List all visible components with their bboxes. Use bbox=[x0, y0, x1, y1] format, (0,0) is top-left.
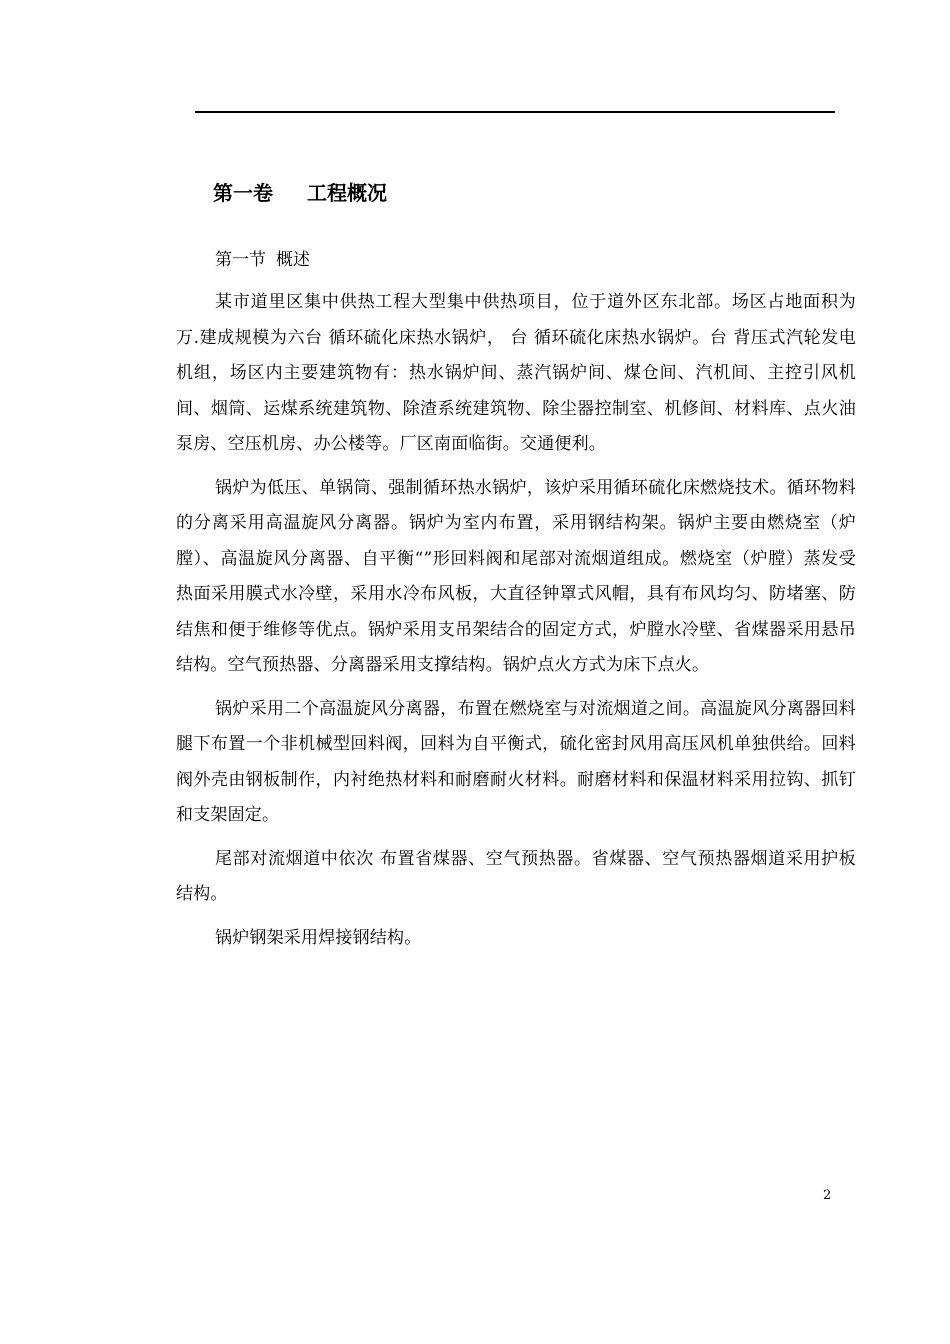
volume-title-text: 工程概况 bbox=[307, 181, 387, 205]
body-text bbox=[176, 285, 856, 964]
paragraph-tail-flue: 尾部对流烟道中依次 布置省煤器、空气预热器。省煤器、空气预热器烟道采用护板结构。 bbox=[176, 848, 856, 904]
volume-label: 第一卷 bbox=[213, 181, 273, 205]
paragraph-steel-frame: 锅炉钢架采用焊接钢结构。 bbox=[215, 927, 422, 948]
section-title-text: 概述 bbox=[276, 250, 310, 270]
paragraph-boiler-description: 锅炉为低压、单锅筒、强制循环热水锅炉，该炉采用循环硫化床燃烧技术。循环物料的分离采用高温旋风分离器。锅炉为室内布置，采用钢结构架。锅炉主要由燃烧室（炉膛）、高温旋风分离器、自平衡“”形回料阀和尾部对流烟道组成。燃烧室（炉膛）蒸发受热面采用膜式水冷壁，采用水冷布风板，大直径钟罩式风帽，具有布风均匀、防堵塞、防结焦和便于维修等优点。锅炉采用支吊架结合的固定方式，炉膛水冷壁、省煤器采用悬吊结构。空气预热器、分离器采用支撑结构。锅炉点火方式为床下点火。 bbox=[176, 477, 856, 675]
volume-title bbox=[213, 177, 387, 209]
paragraph-project-overview: 某市道里区集中供热工程大型集中供热项目，位于道外区东北部。场区占地面积为 万.建成规模为六台 循环硫化床热水锅炉， 台 循环硫化床热水锅炉。台 背压式汽轮发电机组，场区内主要建筑物有：热水锅炉间、蒸汽锅炉间、煤仓间、汽机间、主控引风机间、烟筒、运煤系统建筑物、除渣系统建筑物、除尘器控制室、机修间、材料库、点火油泵房、空压机房、办公楼等。厂区南面临街。交通便利。 bbox=[176, 292, 856, 454]
section-title bbox=[215, 246, 310, 274]
section-number: 第一节 bbox=[215, 250, 266, 270]
header-rule bbox=[195, 111, 835, 113]
paragraph-cyclone-separator: 锅炉采用二个高温旋风分离器，布置在燃烧室与对流烟道之间。高温旋风分离器回料腿下布置一个非机械型回料阀，回料为自平衡式，硫化密封风用高压风机单独供给。回料阀外壳由钢板制作，内衬绝热材料和耐磨耐火材料。耐磨材料和保温材料采用拉钩、抓钉和支架固定。 bbox=[176, 698, 856, 825]
page-number: 2 bbox=[823, 1188, 832, 1203]
